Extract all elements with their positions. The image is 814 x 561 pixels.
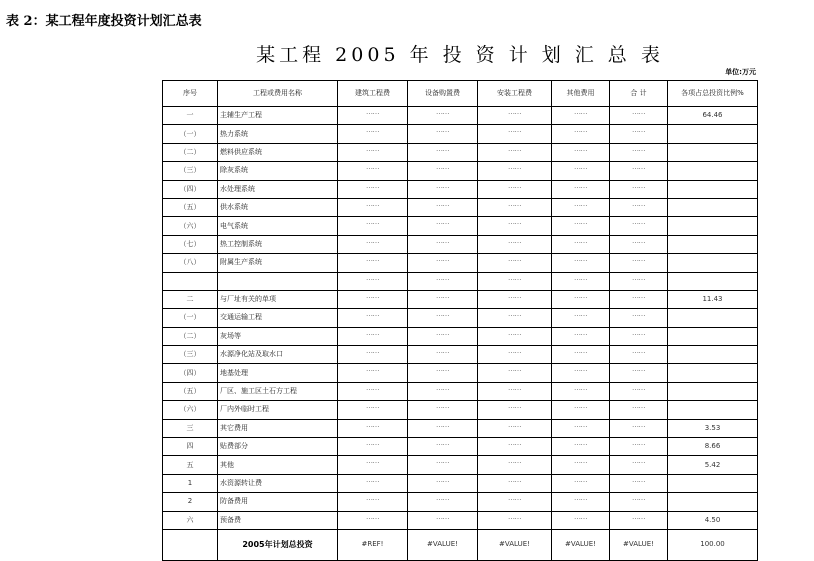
header-cell: 工程或费用名称 — [218, 81, 338, 107]
total-value-cell: #REF! — [338, 529, 408, 560]
row-value-cell: …… — [338, 290, 408, 308]
row-value-cell: …… — [338, 180, 408, 198]
row-ratio: 3.53 — [668, 419, 758, 437]
row-value-cell: …… — [610, 309, 668, 327]
table-row — [163, 511, 758, 529]
total-value-cell: #VALUE! — [610, 529, 668, 560]
row-value-cell: …… — [552, 290, 610, 308]
row-ratio — [668, 364, 758, 382]
row-number: 六 — [163, 511, 218, 529]
row-item-name — [218, 272, 338, 290]
table-row — [163, 438, 758, 456]
row-number: 1 — [163, 474, 218, 492]
row-value-cell: …… — [478, 364, 552, 382]
total-ratio: 100.00 — [668, 529, 758, 560]
row-value-cell: …… — [338, 438, 408, 456]
row-value-cell: …… — [610, 107, 668, 125]
table-row — [163, 382, 758, 400]
row-ratio — [668, 327, 758, 345]
row-ratio — [668, 346, 758, 364]
row-ratio: 11.43 — [668, 290, 758, 308]
table-row — [163, 217, 758, 235]
row-item-name: 厂区、施工区土石方工程 — [218, 382, 338, 400]
row-value-cell: …… — [610, 272, 668, 290]
row-value-cell: …… — [610, 438, 668, 456]
table-row — [163, 198, 758, 216]
row-value-cell: …… — [338, 125, 408, 143]
table-row — [163, 272, 758, 290]
row-ratio: 64.46 — [668, 107, 758, 125]
header-row — [163, 81, 758, 107]
row-value-cell: …… — [338, 272, 408, 290]
row-number: （三） — [163, 346, 218, 364]
row-value-cell: …… — [610, 364, 668, 382]
row-ratio — [668, 401, 758, 419]
row-value-cell: …… — [478, 382, 552, 400]
investment-summary-table — [162, 80, 758, 561]
row-value-cell: …… — [408, 125, 478, 143]
row-value-cell: …… — [408, 198, 478, 216]
row-value-cell: …… — [610, 290, 668, 308]
row-value-cell: …… — [408, 401, 478, 419]
row-value-cell: …… — [552, 217, 610, 235]
row-value-cell: …… — [552, 327, 610, 345]
total-value-cell: #VALUE! — [408, 529, 478, 560]
row-value-cell: …… — [610, 217, 668, 235]
row-value-cell: …… — [552, 364, 610, 382]
header-cell: 合 计 — [610, 81, 668, 107]
row-value-cell: …… — [610, 474, 668, 492]
row-value-cell: …… — [338, 309, 408, 327]
row-value-cell: …… — [610, 162, 668, 180]
row-ratio — [668, 272, 758, 290]
row-value-cell: …… — [338, 143, 408, 161]
table-row — [163, 143, 758, 161]
row-value-cell: …… — [610, 346, 668, 364]
row-value-cell: …… — [552, 254, 610, 272]
table-row — [163, 493, 758, 511]
row-item-name: 供水系统 — [218, 198, 338, 216]
row-value-cell: …… — [552, 456, 610, 474]
total-value-cell: #VALUE! — [552, 529, 610, 560]
table-row — [163, 364, 758, 382]
row-item-name: 热力系统 — [218, 125, 338, 143]
row-value-cell: …… — [610, 198, 668, 216]
row-value-cell: …… — [338, 327, 408, 345]
row-value-cell: …… — [552, 309, 610, 327]
header-cell: 其他费用 — [552, 81, 610, 107]
row-value-cell: …… — [408, 438, 478, 456]
row-value-cell: …… — [338, 198, 408, 216]
row-value-cell: …… — [610, 493, 668, 511]
row-value-cell: …… — [478, 272, 552, 290]
row-item-name: 热工控制系统 — [218, 235, 338, 253]
row-number: （六） — [163, 401, 218, 419]
row-ratio — [668, 493, 758, 511]
row-value-cell: …… — [552, 272, 610, 290]
row-value-cell: …… — [338, 364, 408, 382]
row-ratio — [668, 217, 758, 235]
row-value-cell: …… — [478, 419, 552, 437]
row-ratio: 8.66 — [668, 438, 758, 456]
row-item-name: 水处理系统 — [218, 180, 338, 198]
row-item-name: 燃料供应系统 — [218, 143, 338, 161]
document-heading: 表 2：某工程年度投资计划汇总表 — [6, 14, 202, 29]
row-value-cell: …… — [610, 235, 668, 253]
row-ratio — [668, 309, 758, 327]
table-row — [163, 456, 758, 474]
row-value-cell: …… — [338, 419, 408, 437]
unit-note: 单位:万元 — [725, 68, 756, 76]
table-row — [163, 290, 758, 308]
row-value-cell: …… — [610, 125, 668, 143]
row-item-name: 水源净化站及取水口 — [218, 346, 338, 364]
row-value-cell: …… — [552, 235, 610, 253]
row-ratio — [668, 254, 758, 272]
total-value-cell: #VALUE! — [478, 529, 552, 560]
table-row — [163, 125, 758, 143]
row-ratio: 4.50 — [668, 511, 758, 529]
row-item-name: 其它费用 — [218, 419, 338, 437]
row-value-cell: …… — [408, 217, 478, 235]
row-value-cell: …… — [408, 346, 478, 364]
row-number: （一） — [163, 125, 218, 143]
row-value-cell: …… — [478, 162, 552, 180]
row-value-cell: …… — [338, 474, 408, 492]
row-number: 五 — [163, 456, 218, 474]
row-item-name: 电气系统 — [218, 217, 338, 235]
row-item-name: 地基处理 — [218, 364, 338, 382]
row-value-cell: …… — [478, 217, 552, 235]
table-row — [163, 180, 758, 198]
row-value-cell: …… — [478, 125, 552, 143]
row-number: 二 — [163, 290, 218, 308]
row-value-cell: …… — [408, 364, 478, 382]
row-value-cell: …… — [478, 438, 552, 456]
row-value-cell: …… — [338, 493, 408, 511]
row-value-cell: …… — [408, 493, 478, 511]
row-value-cell: …… — [478, 493, 552, 511]
row-value-cell: …… — [552, 382, 610, 400]
row-ratio: 5.42 — [668, 456, 758, 474]
row-value-cell: …… — [552, 198, 610, 216]
row-number: （四） — [163, 180, 218, 198]
row-value-cell: …… — [552, 511, 610, 529]
row-value-cell: …… — [408, 419, 478, 437]
row-value-cell: …… — [338, 401, 408, 419]
table-row — [163, 162, 758, 180]
table-row — [163, 235, 758, 253]
row-number: （五） — [163, 382, 218, 400]
row-value-cell: …… — [408, 272, 478, 290]
row-value-cell: …… — [338, 456, 408, 474]
row-number: （八） — [163, 254, 218, 272]
row-item-name: 除灰系统 — [218, 162, 338, 180]
row-value-cell: …… — [338, 254, 408, 272]
row-value-cell: …… — [478, 327, 552, 345]
row-item-name: 灰场等 — [218, 327, 338, 345]
table-row — [163, 474, 758, 492]
row-value-cell: …… — [478, 290, 552, 308]
table-body — [163, 107, 758, 561]
row-value-cell: …… — [552, 474, 610, 492]
row-item-name: 贴费部分 — [218, 438, 338, 456]
row-value-cell: …… — [552, 346, 610, 364]
row-value-cell: …… — [610, 254, 668, 272]
table-row — [163, 309, 758, 327]
row-value-cell: …… — [552, 143, 610, 161]
row-number: （六） — [163, 217, 218, 235]
row-value-cell: …… — [338, 346, 408, 364]
row-number: 四 — [163, 438, 218, 456]
row-item-name: 与厂址有关的单项 — [218, 290, 338, 308]
row-item-name: 交通运输工程 — [218, 309, 338, 327]
row-value-cell: …… — [610, 419, 668, 437]
row-value-cell: …… — [408, 456, 478, 474]
row-value-cell: …… — [478, 309, 552, 327]
row-value-cell: …… — [552, 438, 610, 456]
row-value-cell: …… — [478, 254, 552, 272]
row-value-cell: …… — [408, 327, 478, 345]
row-value-cell: …… — [552, 107, 610, 125]
row-value-cell: …… — [478, 107, 552, 125]
table-row — [163, 346, 758, 364]
row-value-cell: …… — [610, 180, 668, 198]
row-value-cell: …… — [478, 474, 552, 492]
row-value-cell: …… — [338, 107, 408, 125]
row-value-cell: …… — [338, 162, 408, 180]
row-value-cell: …… — [478, 401, 552, 419]
row-number: （五） — [163, 198, 218, 216]
row-value-cell: …… — [478, 143, 552, 161]
row-ratio — [668, 125, 758, 143]
row-value-cell: …… — [610, 327, 668, 345]
row-number: （三） — [163, 162, 218, 180]
row-value-cell: …… — [610, 456, 668, 474]
row-value-cell: …… — [478, 346, 552, 364]
row-value-cell: …… — [408, 143, 478, 161]
row-value-cell: …… — [408, 180, 478, 198]
row-item-name: 其他 — [218, 456, 338, 474]
table-row — [163, 254, 758, 272]
row-number: 三 — [163, 419, 218, 437]
row-number: （二） — [163, 327, 218, 345]
row-value-cell: …… — [408, 162, 478, 180]
row-ratio — [668, 162, 758, 180]
row-number — [163, 272, 218, 290]
row-value-cell: …… — [408, 290, 478, 308]
total-label: 2005年计划总投资 — [218, 529, 338, 560]
row-item-name: 厂内外临时工程 — [218, 401, 338, 419]
row-number: （二） — [163, 143, 218, 161]
header-cell: 安装工程费 — [478, 81, 552, 107]
row-value-cell: …… — [478, 511, 552, 529]
row-ratio — [668, 474, 758, 492]
row-item-name: 水资源转让费 — [218, 474, 338, 492]
header-cell: 序号 — [163, 81, 218, 107]
row-value-cell: …… — [478, 235, 552, 253]
row-value-cell: …… — [408, 107, 478, 125]
row-item-name: 主辅生产工程 — [218, 107, 338, 125]
row-value-cell: …… — [478, 456, 552, 474]
row-ratio — [668, 180, 758, 198]
row-value-cell: …… — [408, 235, 478, 253]
row-value-cell: …… — [552, 125, 610, 143]
header-cell: 设备购置费 — [408, 81, 478, 107]
total-row-number — [163, 529, 218, 560]
total-row — [163, 529, 758, 560]
row-number: （一） — [163, 309, 218, 327]
table-row — [163, 107, 758, 125]
row-value-cell: …… — [610, 511, 668, 529]
table-row — [163, 401, 758, 419]
row-value-cell: …… — [338, 382, 408, 400]
row-value-cell: …… — [338, 511, 408, 529]
row-number: （四） — [163, 364, 218, 382]
table-title: 某工程 2005 年 投 资 计 划 汇 总 表 — [256, 44, 664, 66]
row-value-cell: …… — [338, 235, 408, 253]
row-value-cell: …… — [338, 217, 408, 235]
row-value-cell: …… — [408, 254, 478, 272]
row-value-cell: …… — [610, 143, 668, 161]
row-value-cell: …… — [408, 309, 478, 327]
row-value-cell: …… — [610, 382, 668, 400]
row-item-name: 预备费 — [218, 511, 338, 529]
row-ratio — [668, 235, 758, 253]
row-ratio — [668, 198, 758, 216]
row-value-cell: …… — [408, 511, 478, 529]
row-value-cell: …… — [552, 493, 610, 511]
header-cell: 各项占总投资比例% — [668, 81, 758, 107]
row-value-cell: …… — [610, 401, 668, 419]
row-ratio — [668, 382, 758, 400]
header-cell: 建筑工程费 — [338, 81, 408, 107]
row-value-cell: …… — [478, 198, 552, 216]
row-number: 一 — [163, 107, 218, 125]
row-value-cell: …… — [478, 180, 552, 198]
row-value-cell: …… — [552, 180, 610, 198]
row-value-cell: …… — [552, 162, 610, 180]
row-value-cell: …… — [408, 382, 478, 400]
row-value-cell: …… — [552, 401, 610, 419]
row-item-name: 防备费用 — [218, 493, 338, 511]
row-value-cell: …… — [408, 474, 478, 492]
row-value-cell: …… — [552, 419, 610, 437]
row-number: （七） — [163, 235, 218, 253]
table-row — [163, 419, 758, 437]
row-number: 2 — [163, 493, 218, 511]
table-row — [163, 327, 758, 345]
row-ratio — [668, 143, 758, 161]
row-item-name: 附属生产系统 — [218, 254, 338, 272]
